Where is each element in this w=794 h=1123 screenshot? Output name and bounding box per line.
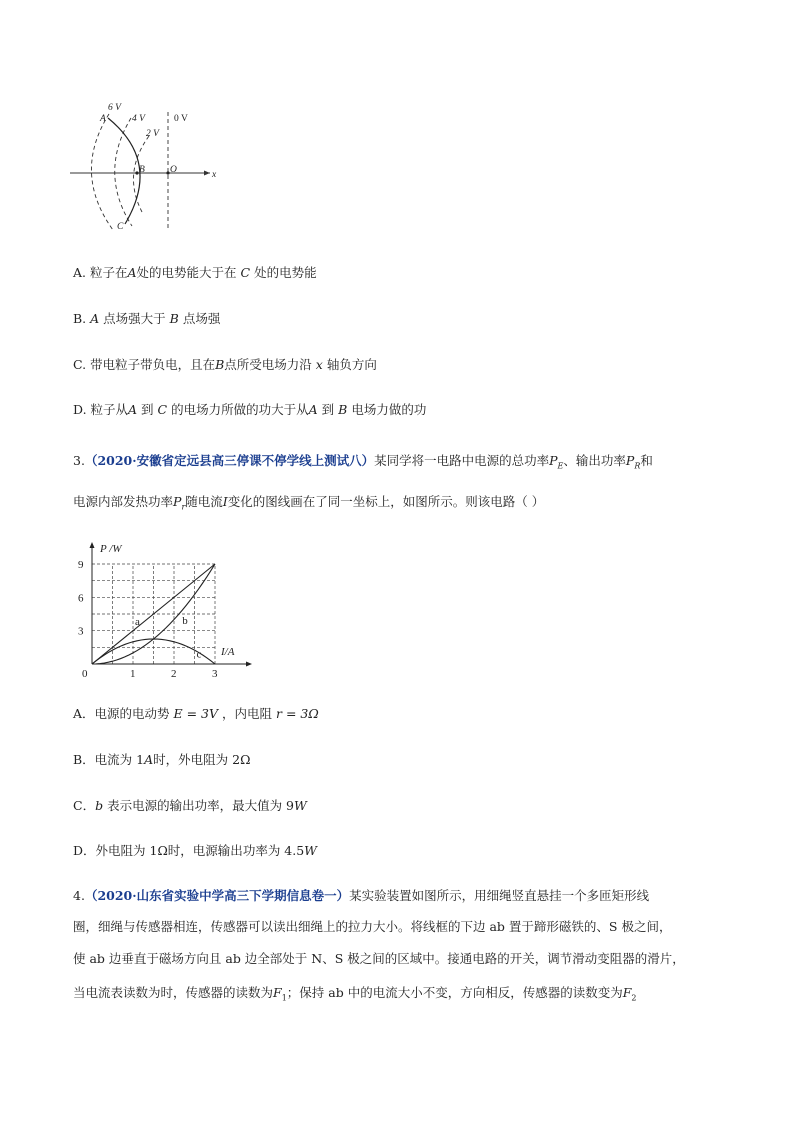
q2-option-d-mid2: 的电场力所做的功大于从 [171, 402, 309, 417]
label-O: O [170, 165, 177, 175]
var-I: I [222, 494, 228, 509]
q2-option-d-mid1: 到 [141, 402, 154, 417]
question-number: 4. [73, 888, 85, 903]
q3-option-c-text: C． [73, 798, 96, 813]
label-2v: 2 V [146, 129, 159, 139]
q3-option-b-mid: 时，外电阻为 2Ω [153, 752, 251, 767]
q2-option-d-text: D. 粒子从 [73, 402, 129, 417]
var-A: A [308, 402, 318, 417]
label-A: A [100, 114, 106, 124]
label-4v: 4 V [132, 114, 145, 124]
q2-option-c-text: C. 带电粒子带负电，且在 [73, 357, 216, 372]
q2-option-b-mid: 点场强大于 [103, 311, 166, 326]
q3-option-d-text: D．外电阻为 1Ω时，电源输出功率为 4.5 [73, 843, 305, 858]
q4-stem-line3: 使 ab 边垂直于磁场方向且 ab 边全部处于 N、S 极之间的区域中。接通电路的开关，调节滑动变阻器的滑片， [73, 951, 685, 966]
q2-option-b-text: B. [73, 311, 91, 326]
x-tick-label: 2 [171, 668, 177, 680]
var-C: C [157, 402, 168, 417]
q3-stem-line2 [73, 492, 544, 512]
q2-option-a-suffix: 处的电势能 [254, 265, 317, 280]
q4-stem-line4 [73, 983, 636, 1003]
var-B: B [169, 311, 179, 326]
q3-text: 、输出功率 [563, 453, 626, 468]
series-c-label: c [196, 648, 202, 661]
q2-option-b-suffix: 点场强 [182, 311, 221, 326]
var-C: C [240, 265, 251, 280]
var-P: P [625, 453, 635, 468]
subscript-R: R [634, 461, 641, 471]
q3-option-a-mid: ，内电阻 [222, 706, 273, 721]
var-B: B [215, 357, 225, 372]
label-C: C [117, 222, 124, 232]
series-a-label: a [135, 616, 140, 629]
series-b-label: b [182, 615, 188, 627]
x-tick-label: 0 [82, 668, 88, 680]
q3-stem-line1 [73, 451, 653, 471]
var-P: P [549, 453, 558, 468]
var-B: B [338, 402, 348, 417]
y-tick-label: 3 [78, 625, 84, 638]
subscript-r: r [181, 502, 186, 512]
emf-expression: E = 3V [173, 706, 219, 721]
x-axis-label: I/A [221, 646, 235, 658]
label-x: x [212, 170, 217, 180]
subscript-E: E [557, 461, 564, 471]
label-6v: 6 V [108, 103, 121, 113]
equipotential-figure [70, 100, 230, 235]
x-tick-label: 1 [130, 668, 136, 680]
unit-W: W [304, 843, 318, 858]
var-A: A [128, 402, 138, 417]
q3-text: 某同学将一电路中电源的总功率 [374, 453, 550, 468]
q2-option-a-mid: 处的电势能大于在 [136, 265, 237, 280]
var-F: F [622, 985, 632, 1000]
q4-stem-line1 [73, 886, 649, 904]
q2-option-b[interactable] [73, 309, 220, 327]
x-tick-label: 3 [212, 668, 218, 680]
q4-stem-line2: 圈，细绳与传感器相连，传感器可以读出细绳上的拉力大小。将线框的下边 ab 置于蹄形磁铁的、S 极之间， [73, 919, 672, 934]
q3-option-c[interactable] [73, 796, 307, 814]
var-A: A [127, 265, 137, 280]
unit-A: A [144, 752, 154, 767]
q2-option-c-mid: 点所受电场力沿 [224, 357, 312, 372]
label-B: B [139, 165, 145, 175]
y-tick-label: 6 [78, 592, 84, 605]
power-current-chart [70, 538, 260, 683]
q2-option-c-suffix: 轴负方向 [326, 357, 377, 372]
q3-text: 变化的图线画在了同一坐标上，如图所示。则该电路（ ） [227, 494, 545, 509]
q4-text: 当电流表读数为时，传感器的读数为 [73, 985, 274, 1000]
y-axis-label: P /W [100, 543, 122, 555]
q2-option-a-text: A. 粒子在 [73, 265, 128, 280]
var-b: b [95, 798, 104, 813]
q3-option-a-text: A．电源的电动势 [73, 706, 170, 721]
q3-option-a[interactable] [73, 704, 319, 722]
q4-text: ；保持 ab 中的电流大小不变，方向相反，传感器的读数变为 [286, 985, 623, 1000]
q2-option-d-mid3: 到 [321, 402, 335, 417]
q3-option-b[interactable] [73, 750, 250, 768]
particle-trajectory [108, 118, 140, 224]
subscript-1: 1 [281, 993, 287, 1003]
q4-text: 某实验装置如图所示，用细绳竖直悬挂一个多匝矩形线 [349, 888, 650, 903]
x-axis-arrow [246, 662, 252, 667]
q2-option-d[interactable] [73, 400, 426, 418]
q2-option-d-suffix: 电场力做的功 [351, 402, 427, 417]
var-A: A [90, 311, 100, 326]
q3-option-d[interactable] [73, 841, 317, 859]
unit-W: W [294, 798, 307, 813]
subscript-2: 2 [631, 993, 637, 1003]
q3-text: 电源内部发热功率 [73, 494, 174, 509]
q3-text: 和 [640, 453, 653, 468]
y-tick-label: 9 [78, 559, 84, 571]
var-P: P [173, 494, 182, 509]
var-F: F [273, 985, 282, 1000]
equipotential-6v [91, 114, 113, 230]
var-x: x [315, 357, 323, 372]
q3-option-b-text: B．电流为 1 [73, 752, 145, 767]
q2-option-c[interactable] [73, 355, 377, 373]
question-source: （2020·山东省实验中学高三下学期信息卷一） [84, 888, 350, 903]
q3-option-c-mid: 表示电源的输出功率，最大值为 9 [107, 798, 295, 813]
question-number: 3. [73, 453, 85, 468]
equipotential-4v [115, 118, 132, 226]
q2-option-a[interactable] [73, 263, 317, 281]
internal-resistance-expression: r = 3Ω [276, 706, 319, 721]
x-axis-arrow [204, 171, 210, 176]
q3-text: 随电流 [185, 494, 223, 509]
y-axis-arrow [90, 542, 95, 548]
label-0v: 0 V [174, 114, 188, 124]
question-source: （2020·安徽省定远县高三停课不停学线上测试八） [84, 453, 375, 468]
